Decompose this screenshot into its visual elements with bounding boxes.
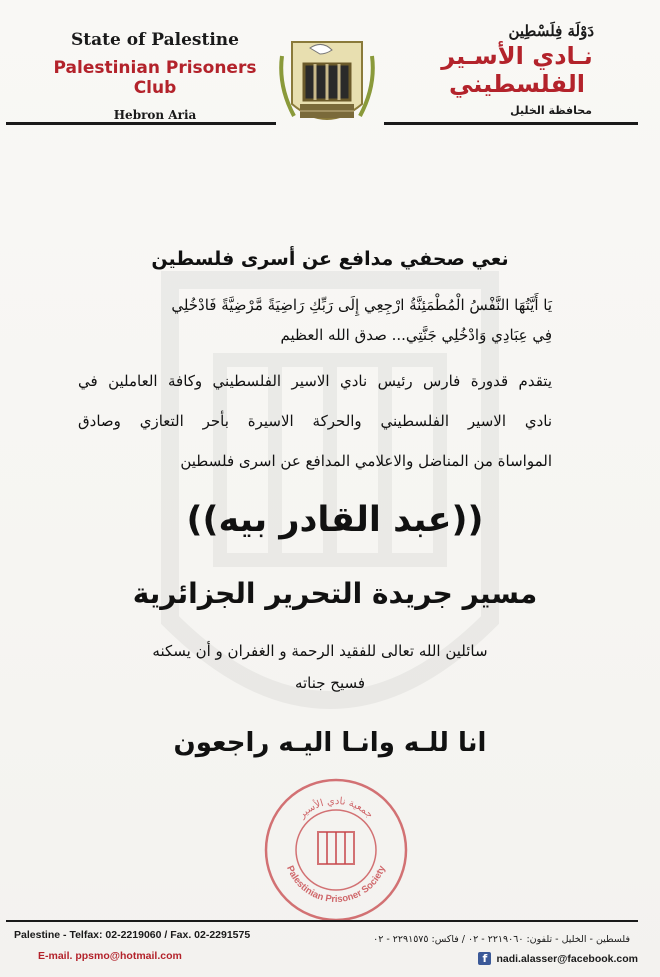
header-divider-right [384, 122, 638, 125]
quran-verse-line-1: يَا أَيَّتُهَا النَّفْسُ الْمُطْمَئِنَّةُ ارْجِعِي إِلَى رَبِّكِ رَاضِيَةً مَّرْضِيَّةً فَادْخُلِي [171, 296, 552, 314]
prisoners-club-logo [276, 36, 378, 136]
facebook-handle: nadi.alasser@facebook.com [496, 952, 638, 965]
branch-name-en: Hebron Aria [113, 108, 197, 122]
organization-name-ar: نـادي الأسـير الفلسطيني [441, 42, 593, 98]
organization-name-en: Palestinian Prisoners Club [53, 58, 257, 98]
footer-arabic-contact: فلسطين - الخليل - تلفون: ٢٢١٩٠٦٠ - ٠٢ / فاكس: ٢٢٩١٥٧٥ - ٠٢ [373, 934, 630, 945]
footer-facebook [478, 952, 638, 965]
obituary-title: نعي صحفي مدافع عن أسرى فلسطين [151, 248, 509, 270]
deceased-role: مسير جريدة التحرير الجزائرية [132, 577, 538, 610]
facebook-icon: f [478, 952, 491, 965]
state-of-palestine-ar: دَوْلَة فِلَسْطِين [508, 22, 594, 40]
official-stamp [262, 776, 410, 924]
condolence-line-1: يتقدم قدورة فارس رئيس نادي الاسير الفلسطيني وكافة العاملين في [78, 372, 552, 390]
stamp-arabic-text: جمعية نادي الأسير [296, 795, 376, 821]
stamp-english-text: Palestinian Prisoner Society [284, 864, 388, 906]
footer-email: E-mail. ppsmo@hotmail.com [38, 950, 182, 962]
header-english [40, 30, 270, 122]
prayer-line-2: فسيح جناته [294, 674, 366, 692]
deceased-name: ((عبد القادر بيه)) [186, 500, 484, 540]
footer-divider [6, 920, 638, 922]
footer-telfax: Palestine - Telfax: 02-2219060 / Fax. 02-2291575 [14, 929, 251, 941]
header-divider-left [6, 122, 276, 125]
branch-name-ar: محافظة الخليل [510, 104, 592, 117]
closing-phrase: انا للـه وانـا اليـه راجعون [173, 728, 487, 758]
prayer-line-1: سائلين الله تعالى للفقيد الرحمة و الغفران و أن يسكنه [152, 642, 488, 660]
svg-text:Palestinian Prisoner Society [284, 864, 388, 905]
svg-text:جمعية نادي الأسير [296, 796, 375, 821]
state-of-palestine-en: State of Palestine [71, 30, 239, 50]
header-arabic [402, 22, 632, 117]
condolence-line-3: المواساة من المناضل والاعلامي المدافع عن اسرى فلسطين [180, 452, 552, 470]
condolence-line-2: نادي الاسير الفلسطيني والحركة الاسيرة بأحر التعازي وصادق [78, 412, 552, 430]
quran-verse-line-2: فِي عِبَادِي وَادْخُلِي جَنَّتِي... صدق الله العظيم [280, 326, 552, 344]
